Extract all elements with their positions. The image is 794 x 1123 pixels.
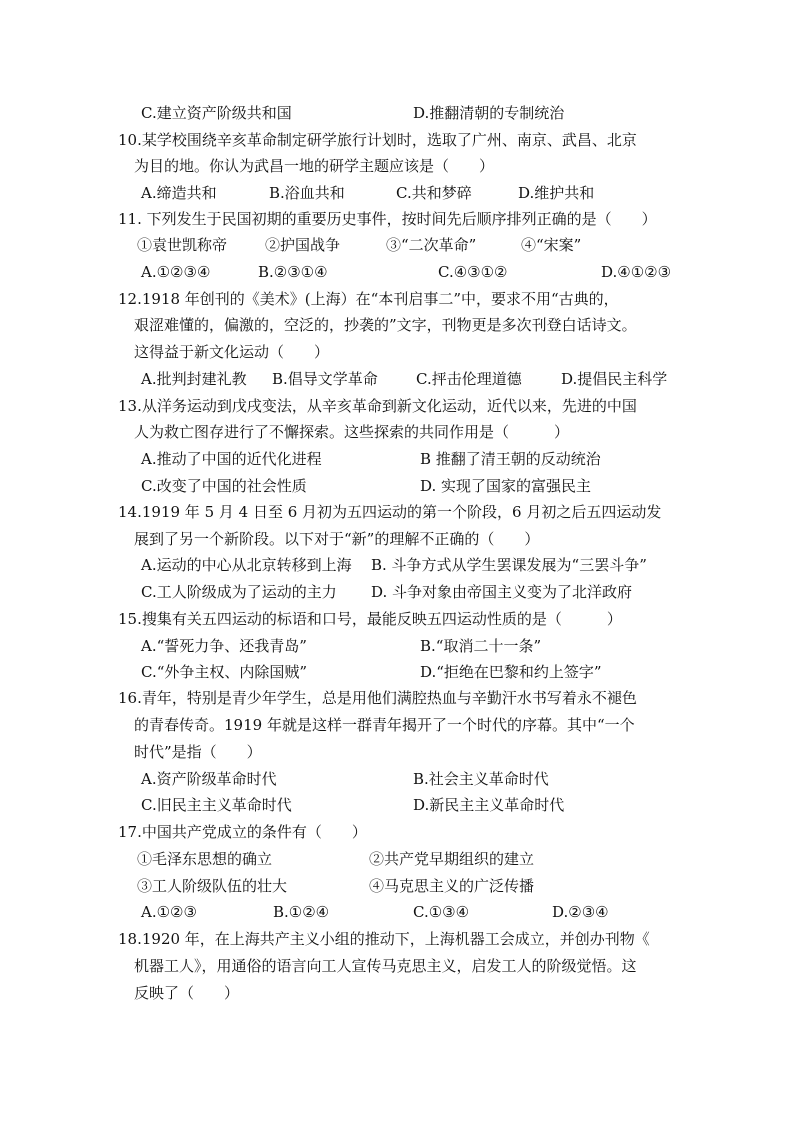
- q17-option-c: C.①③④: [413, 903, 470, 921]
- q14-stem-line1: 14.1919 年 5 月 4 日至 6 月初为五四运动的第一个阶段，6 月初之后五四运动发: [118, 503, 662, 521]
- q14-option-d: D. 斗争对象由帝国主义变为了北洋政府: [371, 583, 633, 601]
- q10-option-d: D.维护共和: [518, 184, 595, 202]
- q11-item-4: ④“宋案”: [521, 236, 582, 254]
- q17-option-b: B.①②④: [273, 903, 330, 921]
- q16-stem-line1: 16.青年，特别是青少年学生，总是用他们满腔热血与辛勤汗水书写着永不褪色: [118, 689, 637, 707]
- q11-item-3: ③“二次革命”: [386, 236, 477, 254]
- q18-stem-line1: 18.1920 年，在上海共产主义小组的推动下，上海机器工会成立，并创办刊物《: [118, 930, 650, 948]
- q13-option-c: C.改变了中国的社会性质: [141, 477, 307, 495]
- q12-option-c: C.抨击伦理道德: [416, 370, 522, 388]
- q11-item-2: ②护国战争: [265, 236, 341, 254]
- q13-option-d: D. 实现了国家的富强民主: [420, 477, 592, 495]
- q15-option-c: C.“外争主权、内除国贼”: [141, 663, 308, 681]
- q15-stem-line1: 15.搜集有关五四运动的标语和口号，最能反映五四运动性质的是（ ）: [118, 610, 622, 628]
- q10-stem-line1: 10.某学校围绕辛亥革命制定研学旅行计划时，选取了广州、南京、武昌、北京: [118, 131, 637, 149]
- q15-option-b: B.“取消二十一条”: [420, 637, 542, 655]
- q17-option-a: A.①②③: [141, 903, 197, 921]
- q13-stem-line1: 13.从洋务运动到戊戌变法，从辛亥革命到新文化运动，近代以来，先进的中国: [118, 397, 637, 415]
- q16-option-b: B.社会主义革命时代: [413, 770, 549, 788]
- q16-stem-line2: 的青春传奇。1919 年就是这样一群青年揭开了一个时代的序幕。其中“一个: [134, 716, 635, 734]
- q17-item-4: ④马克思主义的广泛传播: [369, 877, 535, 895]
- q10-stem-line2: 为目的地。你认为武昌一地的研学主题应该是（ ）: [134, 157, 495, 175]
- q14-option-a: A.运动的中心从北京转移到上海: [141, 556, 352, 574]
- q17-item-3: ③工人阶级队伍的壮大: [137, 877, 288, 895]
- q14-option-c: C.工人阶级成为了运动的主力: [141, 583, 337, 601]
- q17-option-d: D.②③④: [552, 903, 609, 921]
- q12-stem-line1: 12.1918 年创刊的《美术》(上海）在“本刊启事二”中，要求不用“古典的，: [118, 290, 619, 308]
- q16-option-c: C.旧民主主义革命时代: [141, 796, 292, 814]
- q9-option-c: C.建立资产阶级共和国: [141, 104, 292, 122]
- q12-stem-line3: 这得益于新文化运动（ ）: [134, 343, 330, 361]
- q14-stem-line2: 展到了另一个新阶段。以下对于“新”的理解不正确的（ ）: [134, 530, 540, 548]
- q11-stem-line1: 11. 下列发生于民国初期的重要历史事件，按时间先后顺序排列正确的是（ ）: [118, 210, 657, 228]
- q12-option-d: D.提倡民主科学: [561, 370, 668, 388]
- q17-item-2: ②共产党早期组织的建立: [369, 850, 535, 868]
- q18-stem-line2: 机器工人》，用通俗的语言向工人宣传马克思主义，启发工人的阶级觉悟。这: [134, 957, 637, 975]
- q15-option-d: D.“拒绝在巴黎和约上签字”: [420, 663, 602, 681]
- q10-option-b: B.浴血共和: [269, 184, 345, 202]
- q11-item-1: ①袁世凯称帝: [137, 236, 228, 254]
- q13-option-a: A.推动了中国的近代化进程: [141, 450, 322, 468]
- q12-option-b: B.倡导文学革命: [272, 370, 378, 388]
- q14-option-b: B. 斗争方式从学生罢课发展为“三罢斗争”: [371, 556, 647, 574]
- q13-stem-line2: 人为救亡图存进行了不懈探索。这些探索的共同作用是（ ）: [134, 423, 570, 441]
- q11-option-d: D.④①②③: [601, 263, 672, 281]
- q9-option-d: D.推翻清朝的专制统治: [413, 104, 565, 122]
- q16-option-d: D.新民主主义革命时代: [413, 796, 565, 814]
- q18-stem-line3: 反映了（ ）: [134, 984, 240, 1002]
- q11-option-c: C.④③①②: [438, 263, 508, 281]
- q17-stem-line1: 17.中国共产党成立的条件有（ ）: [118, 823, 367, 841]
- q12-option-a: A.批判封建礼教: [141, 370, 247, 388]
- q10-option-a: A.缔造共和: [141, 184, 217, 202]
- q13-option-b: B 推翻了清王朝的反动统治: [420, 450, 601, 468]
- q10-option-c: C.共和梦碎: [396, 184, 472, 202]
- q12-stem-line2: 艰涩难懂的，偏激的，空泛的，抄袭的”文字，刊物更是多次刊登白话诗文。: [134, 316, 637, 334]
- q16-stem-line3: 时代”是指（ ）: [134, 743, 262, 761]
- q11-option-b: B.②③①④: [258, 263, 328, 281]
- q15-option-a: A.“誓死力争、还我青岛”: [141, 637, 307, 655]
- q16-option-a: A.资产阶级革命时代: [141, 770, 277, 788]
- q11-option-a: A.①②③④: [141, 263, 211, 281]
- q17-item-1: ①毛泽东思想的确立: [137, 850, 273, 868]
